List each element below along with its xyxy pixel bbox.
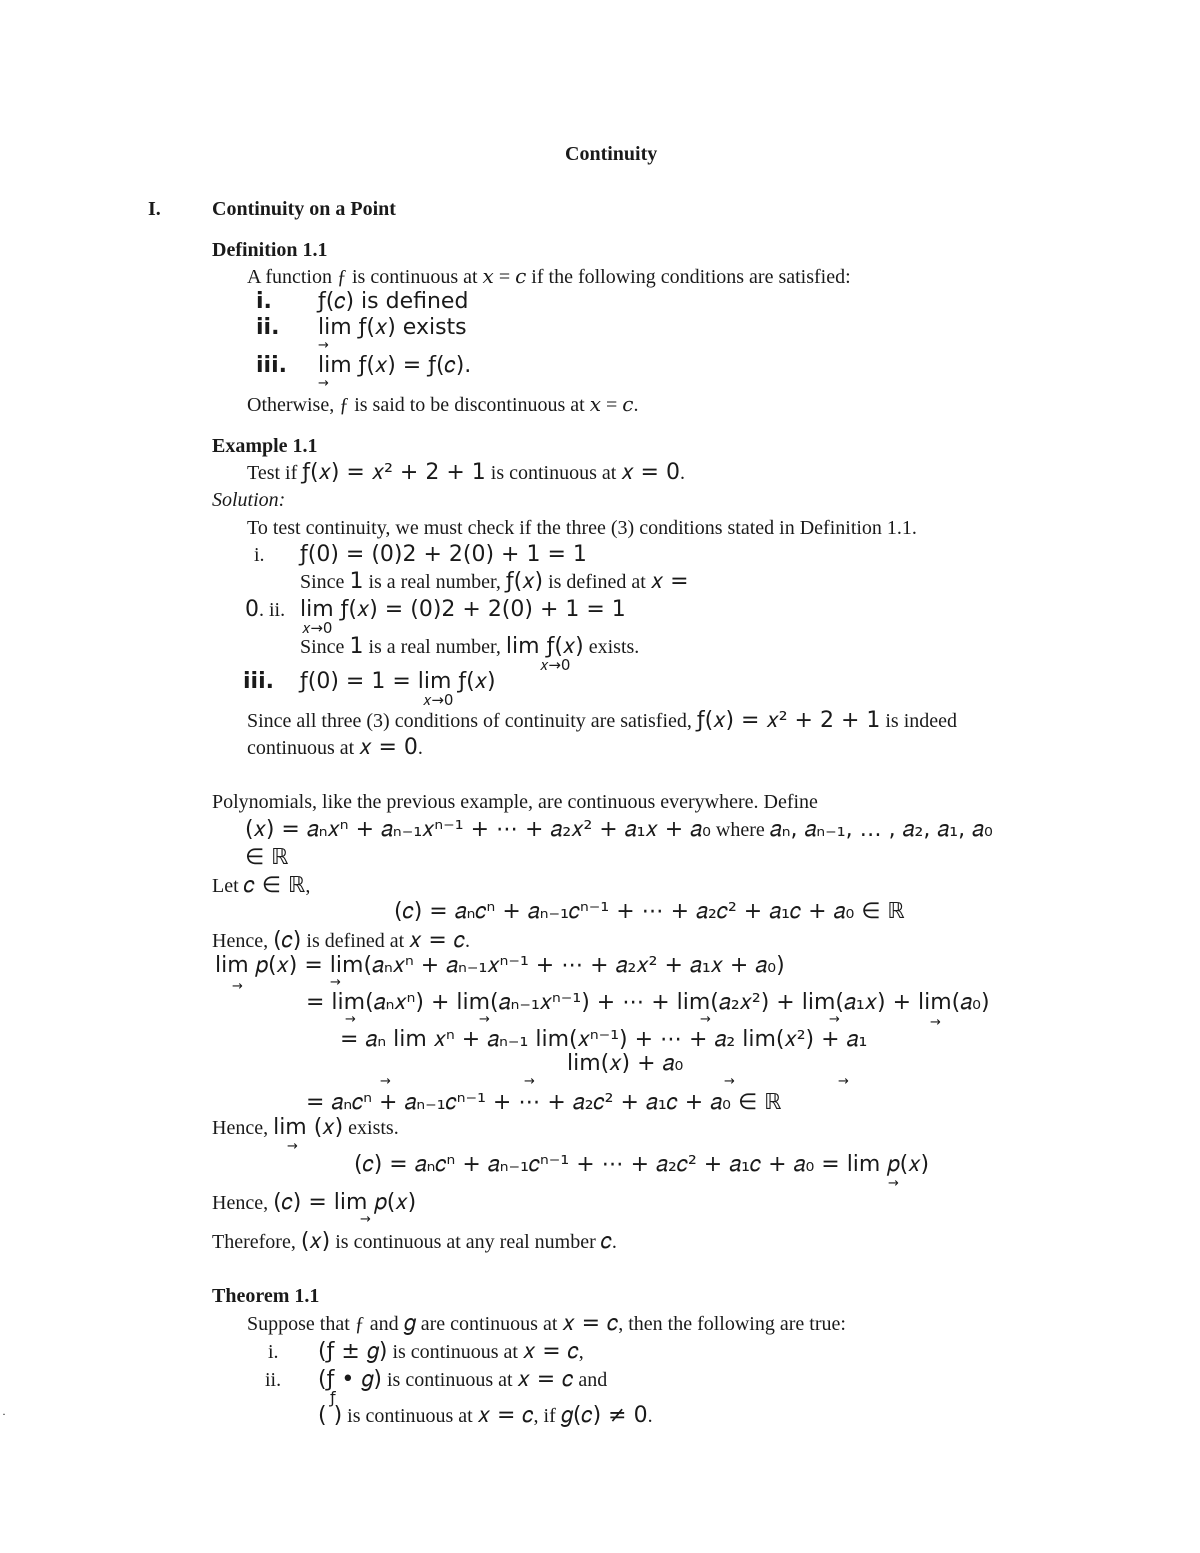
let-line: Let 𝑐 ∈ ℝ, [212, 873, 311, 898]
polynomial-at-c: (𝑐) = 𝑎ₙ𝑐ⁿ + 𝑎ₙ₋₁𝑐ⁿ⁻¹ + ⋯ + 𝑎₂𝑐² + 𝑎₁𝑐 + 𝑎₀ ∈ ℝ [394, 899, 905, 924]
step-3-equation: ƒ(0) = 1 = lim ƒ(𝑥) [300, 669, 496, 694]
theorem-item-1-number: i. [268, 1341, 279, 1363]
definition-heading: Definition 1.1 [212, 239, 328, 261]
limit-arrow: → [345, 1012, 356, 1027]
condition-1-number: i. [256, 289, 272, 314]
solution-intro: To test continuity, we must check if the three (3) conditions stated in Definition 1.1. [247, 517, 917, 539]
hence-exists: Hence, lim (𝑥) exists. [212, 1115, 399, 1140]
limit-subscript: 𝑥→0 [540, 656, 571, 674]
limit-line-3: = 𝑎ₙ lim 𝑥ⁿ + 𝑎ₙ₋₁ lim(𝑥ⁿ⁻¹) + ⋯ + 𝑎₂ lim(𝑥²) + 𝑎₁ [340, 1027, 868, 1052]
definition-intro: A function ƒ is continuous at 𝑥 = 𝑐 if the following conditions are satisfied: [247, 266, 851, 288]
margin-mark: · [2, 1407, 6, 1421]
limit-arrow: → [318, 376, 329, 391]
theorem-intro: Suppose that ƒ and 𝑔 are continuous at 𝑥 = 𝑐, then the following are true: [247, 1311, 846, 1336]
limit-line-4: = 𝑎ₙ𝑐ⁿ + 𝑎ₙ₋₁𝑐ⁿ⁻¹ + ⋯ + 𝑎₂𝑐² + 𝑎₁𝑐 + 𝑎₀ ∈ ℝ [306, 1090, 782, 1115]
limit-line-1: lim 𝑝(𝑥) = lim(𝑎ₙ𝑥ⁿ + 𝑎ₙ₋₁𝑥ⁿ⁻¹ + ⋯ + 𝑎₂𝑥² + 𝑎₁𝑥 + 𝑎₀) [215, 953, 785, 978]
polynomial-intro: Polynomials, like the previous example, are continuous everywhere. Define [212, 791, 818, 813]
page-title: Continuity [565, 143, 658, 165]
definition-otherwise: Otherwise, ƒ is said to be discontinuous at 𝑥 = 𝑐. [247, 394, 639, 416]
theorem-item-1: (ƒ ± 𝑔) is continuous at 𝑥 = 𝑐, [318, 1339, 584, 1364]
limit-arrow: → [318, 338, 329, 353]
hence-equal: Hence, (𝑐) = lim 𝑝(𝑥) [212, 1190, 417, 1215]
limit-subscript: 𝑥→0 [302, 619, 333, 637]
section-title: Continuity on a Point [212, 198, 396, 220]
condition-1-text: ƒ(𝑐) is defined [318, 289, 469, 314]
limit-arrow: → [287, 1139, 298, 1154]
step-2-number: . ii. [259, 599, 286, 621]
condition-3-number: iii. [256, 353, 287, 378]
condition-2-text: lim ƒ(𝑥) exists [318, 315, 467, 340]
theorem-item-3: ( ) is continuous at 𝑥 = 𝑐, if 𝑔(𝑐) ≠ 0. [318, 1403, 653, 1428]
theorem-item-2: (ƒ • 𝑔) is continuous at 𝑥 = 𝑐 and [318, 1367, 608, 1392]
limit-arrow: → [360, 1212, 371, 1227]
example-heading: Example 1.1 [212, 435, 318, 457]
limit-line-2: = lim(𝑎ₙ𝑥ⁿ) + lim(𝑎ₙ₋₁𝑥ⁿ⁻¹) + ⋯ + lim(𝑎₂𝑥²) + lim(𝑎₁𝑥) + lim(𝑎₀) [306, 990, 990, 1015]
theorem-heading: Theorem 1.1 [212, 1285, 320, 1307]
example-test-line: Test if ƒ(𝑥) = 𝑥² + 2 + 1 is continuous at 𝑥 = 0. [247, 460, 685, 485]
limit-arrow: → [232, 979, 243, 994]
limit-line-3-cont: lim(𝑥) + 𝑎₀ [567, 1051, 684, 1076]
limit-arrow: → [724, 1074, 735, 1089]
step-2-equation: lim ƒ(𝑥) = (0)2 + 2(0) + 1 = 1 [300, 597, 626, 622]
limit-arrow: → [888, 1176, 899, 1191]
section-number: I. [148, 198, 161, 220]
step-2-remark: Since 1 is a real number, lim ƒ(𝑥) exists. [300, 634, 640, 659]
equality-line: (𝑐) = 𝑎ₙ𝑐ⁿ + 𝑎ₙ₋₁𝑐ⁿ⁻¹ + ⋯ + 𝑎₂𝑐² + 𝑎₁𝑐 + 𝑎₀ = lim 𝑝(𝑥) [354, 1152, 930, 1177]
step-3-number: iii. [243, 669, 274, 694]
condition-3-text: lim ƒ(𝑥) = ƒ(𝑐). [318, 353, 472, 378]
therefore-line: Therefore, (𝑥) is continuous at any real number 𝑐. [212, 1229, 617, 1254]
step-1-remark: Since 1 is a real number, ƒ(𝑥) is defined at 𝑥 = [300, 569, 689, 594]
example-conclusion: Since all three (3) conditions of continuity are satisfied, ƒ(𝑥) = 𝑥² + 2 + 1 is indeed [247, 708, 958, 733]
condition-2-number: ii. [256, 315, 280, 340]
limit-arrow: → [700, 1012, 711, 1027]
polynomial-definition: (𝑥) = 𝑎ₙ𝑥ⁿ + 𝑎ₙ₋₁𝑥ⁿ⁻¹ + ⋯ + 𝑎₂𝑥² + 𝑎₁𝑥 + 𝑎₀ where 𝑎ₙ, 𝑎ₙ₋₁, … , 𝑎₂, 𝑎₁, 𝑎₀ [245, 817, 993, 842]
limit-subscript: 𝑥→0 [423, 691, 454, 709]
quotient-numerator: ƒ [330, 1388, 336, 1407]
limit-arrow: → [380, 1074, 391, 1089]
step-1-continuation: 0 [245, 597, 259, 622]
solution-label: Solution: [212, 489, 286, 511]
limit-arrow: → [479, 1012, 490, 1027]
limit-arrow: → [330, 975, 341, 990]
limit-arrow: → [838, 1074, 849, 1089]
limit-arrow: → [930, 1015, 941, 1030]
hence-defined: Hence, (𝑐) is defined at 𝑥 = 𝑐. [212, 928, 470, 953]
polynomial-definition-set: ∈ ℝ [245, 845, 289, 870]
step-1-number: i. [254, 544, 265, 566]
example-conclusion-2: continuous at 𝑥 = 0. [247, 735, 423, 760]
step-1-equation: ƒ(0) = (0)2 + 2(0) + 1 = 1 [300, 542, 587, 567]
theorem-item-2-number: ii. [265, 1369, 282, 1391]
limit-arrow: → [524, 1074, 535, 1089]
limit-arrow: → [829, 1012, 840, 1027]
